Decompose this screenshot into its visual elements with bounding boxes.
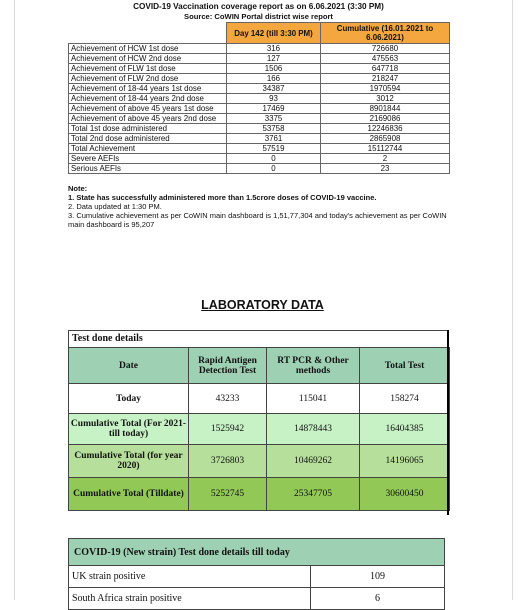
row-label: Achievement of FLW 1st dose [69, 64, 227, 74]
lab-row-rtpcr: 14878443 [267, 414, 360, 445]
row-day: 166 [227, 74, 321, 84]
row-day: 3761 [227, 134, 321, 144]
row-label: Achievement of 18-44 years 1st dose [69, 84, 227, 94]
table-row [69, 124, 450, 134]
lab-table [68, 347, 450, 511]
row-label: Total 2nd dose administered [69, 134, 227, 144]
lab-header-row [69, 348, 450, 384]
row-day: 0 [227, 154, 321, 164]
table-row [69, 154, 450, 164]
note-heading: Note: [68, 184, 88, 193]
table-row [69, 144, 450, 154]
row-day: 3375 [227, 114, 321, 124]
lab-header-total: Total Test [360, 348, 450, 384]
lab-row-total: 30600450 [360, 478, 450, 511]
row-day: 53758 [227, 124, 321, 134]
row-day: 57519 [227, 144, 321, 154]
row-cum: 12246836 [321, 124, 450, 134]
row-label: Achievement of 18-44 years 2nd dose [69, 94, 227, 104]
table-row [69, 44, 450, 54]
lab-section [68, 330, 449, 511]
table-row [69, 104, 450, 114]
table-row [69, 94, 450, 104]
table-row [69, 445, 450, 478]
row-cum: 2 [321, 154, 450, 164]
row-label: Total 1st dose administered [69, 124, 227, 134]
row-day: 0 [227, 164, 321, 174]
row-day: 316 [227, 44, 321, 54]
row-cum: 726680 [321, 44, 450, 54]
lab-row-total: 158274 [360, 384, 450, 414]
table-row [69, 84, 450, 94]
row-cum: 647718 [321, 64, 450, 74]
row-label: Achievement of above 45 years 2nd dose [69, 114, 227, 124]
strain-row-label: South Africa strain positive [69, 588, 311, 610]
row-label: Achievement of FLW 2nd dose [69, 74, 227, 84]
lab-header-date: Date [69, 348, 189, 384]
row-cum: 2865908 [321, 134, 450, 144]
note-3: 3. Cumulative achievement as per CoWIN main dashboard is 1,51,77,304 and today's achievement as per CoWIN main dashboard is 95,207 [68, 211, 447, 229]
row-label: Achievement of HCW 2nd dose [69, 54, 227, 64]
table-row [69, 114, 450, 124]
table-row [69, 414, 450, 445]
lab-heading: LABORATORY DATA [201, 298, 324, 312]
strain-row-label: UK strain positive [69, 566, 311, 588]
vaccination-section [68, 2, 449, 229]
row-day: 127 [227, 54, 321, 64]
row-day: 1506 [227, 64, 321, 74]
lab-row-rtpcr: 10469262 [267, 445, 360, 478]
row-cum: 23 [321, 164, 450, 174]
lab-row-date: Cumulative Total (for year 2020) [69, 445, 189, 478]
note-2: 2. Data updated at 1:30 PM. [68, 202, 162, 211]
row-cum: 475563 [321, 54, 450, 64]
table-row [69, 134, 450, 144]
table-row [69, 588, 445, 610]
row-cum: 8901844 [321, 104, 450, 114]
strain-row-value: 109 [311, 566, 445, 588]
table-row [69, 384, 450, 414]
strain-table [68, 538, 445, 610]
lab-row-total: 14196065 [360, 445, 450, 478]
table-row [69, 566, 445, 588]
row-label: Severe AEFIs [69, 154, 227, 164]
table-row [69, 164, 450, 174]
table-row [69, 54, 450, 64]
lab-row-date: Cumulative Total (For 2021- till today) [69, 414, 189, 445]
lab-row-rtpcr: 115041 [267, 384, 360, 414]
lab-row-date: Cumulative Total (Tilldate) [69, 478, 189, 511]
vaccination-header-row [69, 23, 450, 44]
vaccination-title: COVID-19 Vaccination coverage report as on 6.06.2021 (3:30 PM) [133, 2, 384, 11]
vaccination-table [68, 22, 450, 174]
row-label: Total Achievement [69, 144, 227, 154]
lab-header-rtpcr: RT PCR & Other methods [267, 348, 360, 384]
row-label: Achievement of HCW 1st dose [69, 44, 227, 54]
lab-row-rapid: 5252745 [189, 478, 267, 511]
table-row [69, 74, 450, 84]
vaccination-source: Source: CoWIN Portal district wise report [184, 12, 333, 21]
lab-header-rapid: Rapid Antigen Detection Test [189, 348, 267, 384]
row-day: 93 [227, 94, 321, 104]
row-cum: 1970594 [321, 84, 450, 94]
lab-row-rapid: 3726803 [189, 445, 267, 478]
vaccination-col-day: Day 142 (till 3:30 PM) [227, 23, 321, 44]
lab-row-rtpcr: 25347705 [267, 478, 360, 511]
row-cum: 15112744 [321, 144, 450, 154]
row-day: 34387 [227, 84, 321, 94]
strain-section [68, 538, 444, 610]
vaccination-col-cumulative: Cumulative (16.01.2021 to 6.06.2021) [321, 23, 450, 44]
row-day: 17469 [227, 104, 321, 114]
vaccination-notes [68, 184, 449, 229]
row-label: Serious AEFIs [69, 164, 227, 174]
strain-header-row [69, 539, 445, 566]
row-label: Achievement of above 45 years 1st dose [69, 104, 227, 114]
lab-caption: Test done details [68, 330, 449, 347]
table-row [69, 64, 450, 74]
table-row [69, 478, 450, 511]
row-cum: 218247 [321, 74, 450, 84]
row-cum: 2169086 [321, 114, 450, 124]
note-1: 1. State has successfully administered more than 1.5crore doses of COVID-19 vaccine. [68, 193, 377, 202]
lab-row-rapid: 43233 [189, 384, 267, 414]
lab-row-date: Today [69, 384, 189, 414]
row-cum: 3012 [321, 94, 450, 104]
strain-heading: COVID-19 (New strain) Test done details till today [69, 539, 445, 566]
vaccination-header-blank [69, 23, 227, 44]
strain-row-value: 6 [311, 588, 445, 610]
lab-row-total: 16404385 [360, 414, 450, 445]
lab-row-rapid: 1525942 [189, 414, 267, 445]
lab-table-edge [447, 330, 449, 515]
